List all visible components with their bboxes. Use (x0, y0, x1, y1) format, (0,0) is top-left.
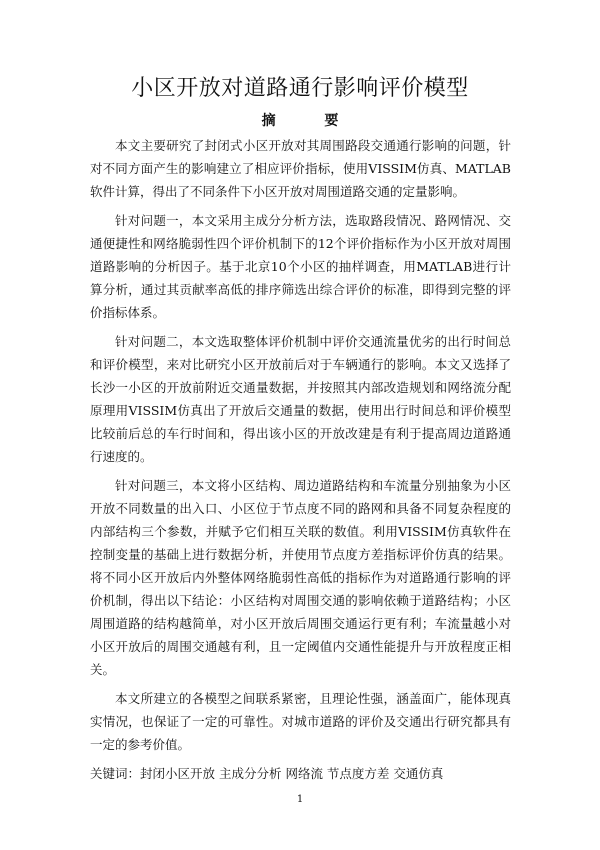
abstract-paragraph: 针对问题一，本文采用主成分分析方法，选取路段情况、路网情况、交通便捷性和网络脆弱性四个评价机制下的12个评价指标作为小区开放对周围道路影响的分析因子。基于北京10个小区的抽样调查，用MATLAB进行计算分析，通过其贡献率高低的排序筛选出综合评价的标准，即得到完整的评价指标体系。 (90, 213, 511, 320)
abstract-paragraph: 本文主要研究了封闭式小区开放对其周围路段交通通行影响的问题，针对不同方面产生的影响建立了相应评价指标，使用VISSIM仿真、MATLAB软件计算，得出了不同条件下小区开放对周围道路交通的定量影响。 (90, 138, 511, 199)
document-title: 小区开放对道路通行影响评价模型 (131, 76, 469, 101)
abstract-heading: 摘 要 (261, 113, 361, 129)
abstract-paragraph: 针对问题三，本文将小区结构、周边道路结构和车流量分别抽象为小区开放不同数量的出入口、小区位于节点度不同的路网和具备不同复杂程度的内部结构三个参数，并赋予它们相互关联的数值。利用VISSIM仿真软件在控制变量的基础上进行数据分析，并使用节点度方差指标评价仿真的结果。将不同小区开放后内外整体网络脆弱性高低的指标作为对道路通行影响的评价机制，得出以下结论：小区结构对周围交通的影响依赖于道路结构；小区周围道路的结构越简单，对小区开放后周围交通运行更有利；车流量越小对小区开放后的周围交通越有利，且一定阈值内交通性能提升与开放程度正相关。 (90, 478, 511, 677)
abstract-body (90, 134, 511, 785)
page-number: 1 (296, 794, 304, 805)
abstract-paragraph: 针对问题二，本文选取整体评价机制中评价交通流量优劣的出行时间总和评价模型，来对比研究小区开放前后对于车辆通行的影响。本文又选择了长沙一小区的开放前附近交通量数据，并按照其内部改造规划和网络流分配原理用VISSIM仿真出了开放后交通量的数据，使用出行时间总和评价模型比较前后总的车行时间和，得出该小区的开放改建是有利于提高周边道路通行速度的。 (90, 334, 511, 464)
abstract-paragraph: 本文所建立的各模型之间联系紧密，且理论性强，涵盖面广，能体现真实情况，也保证了一定的可靠性。对城市道路的评价及交通出行研究都具有一定的参考价值。 (90, 691, 511, 752)
keywords-line: 关键词：封闭小区开放 主成分分析 网络流 节点度方差 交通仿真 (90, 766, 444, 781)
